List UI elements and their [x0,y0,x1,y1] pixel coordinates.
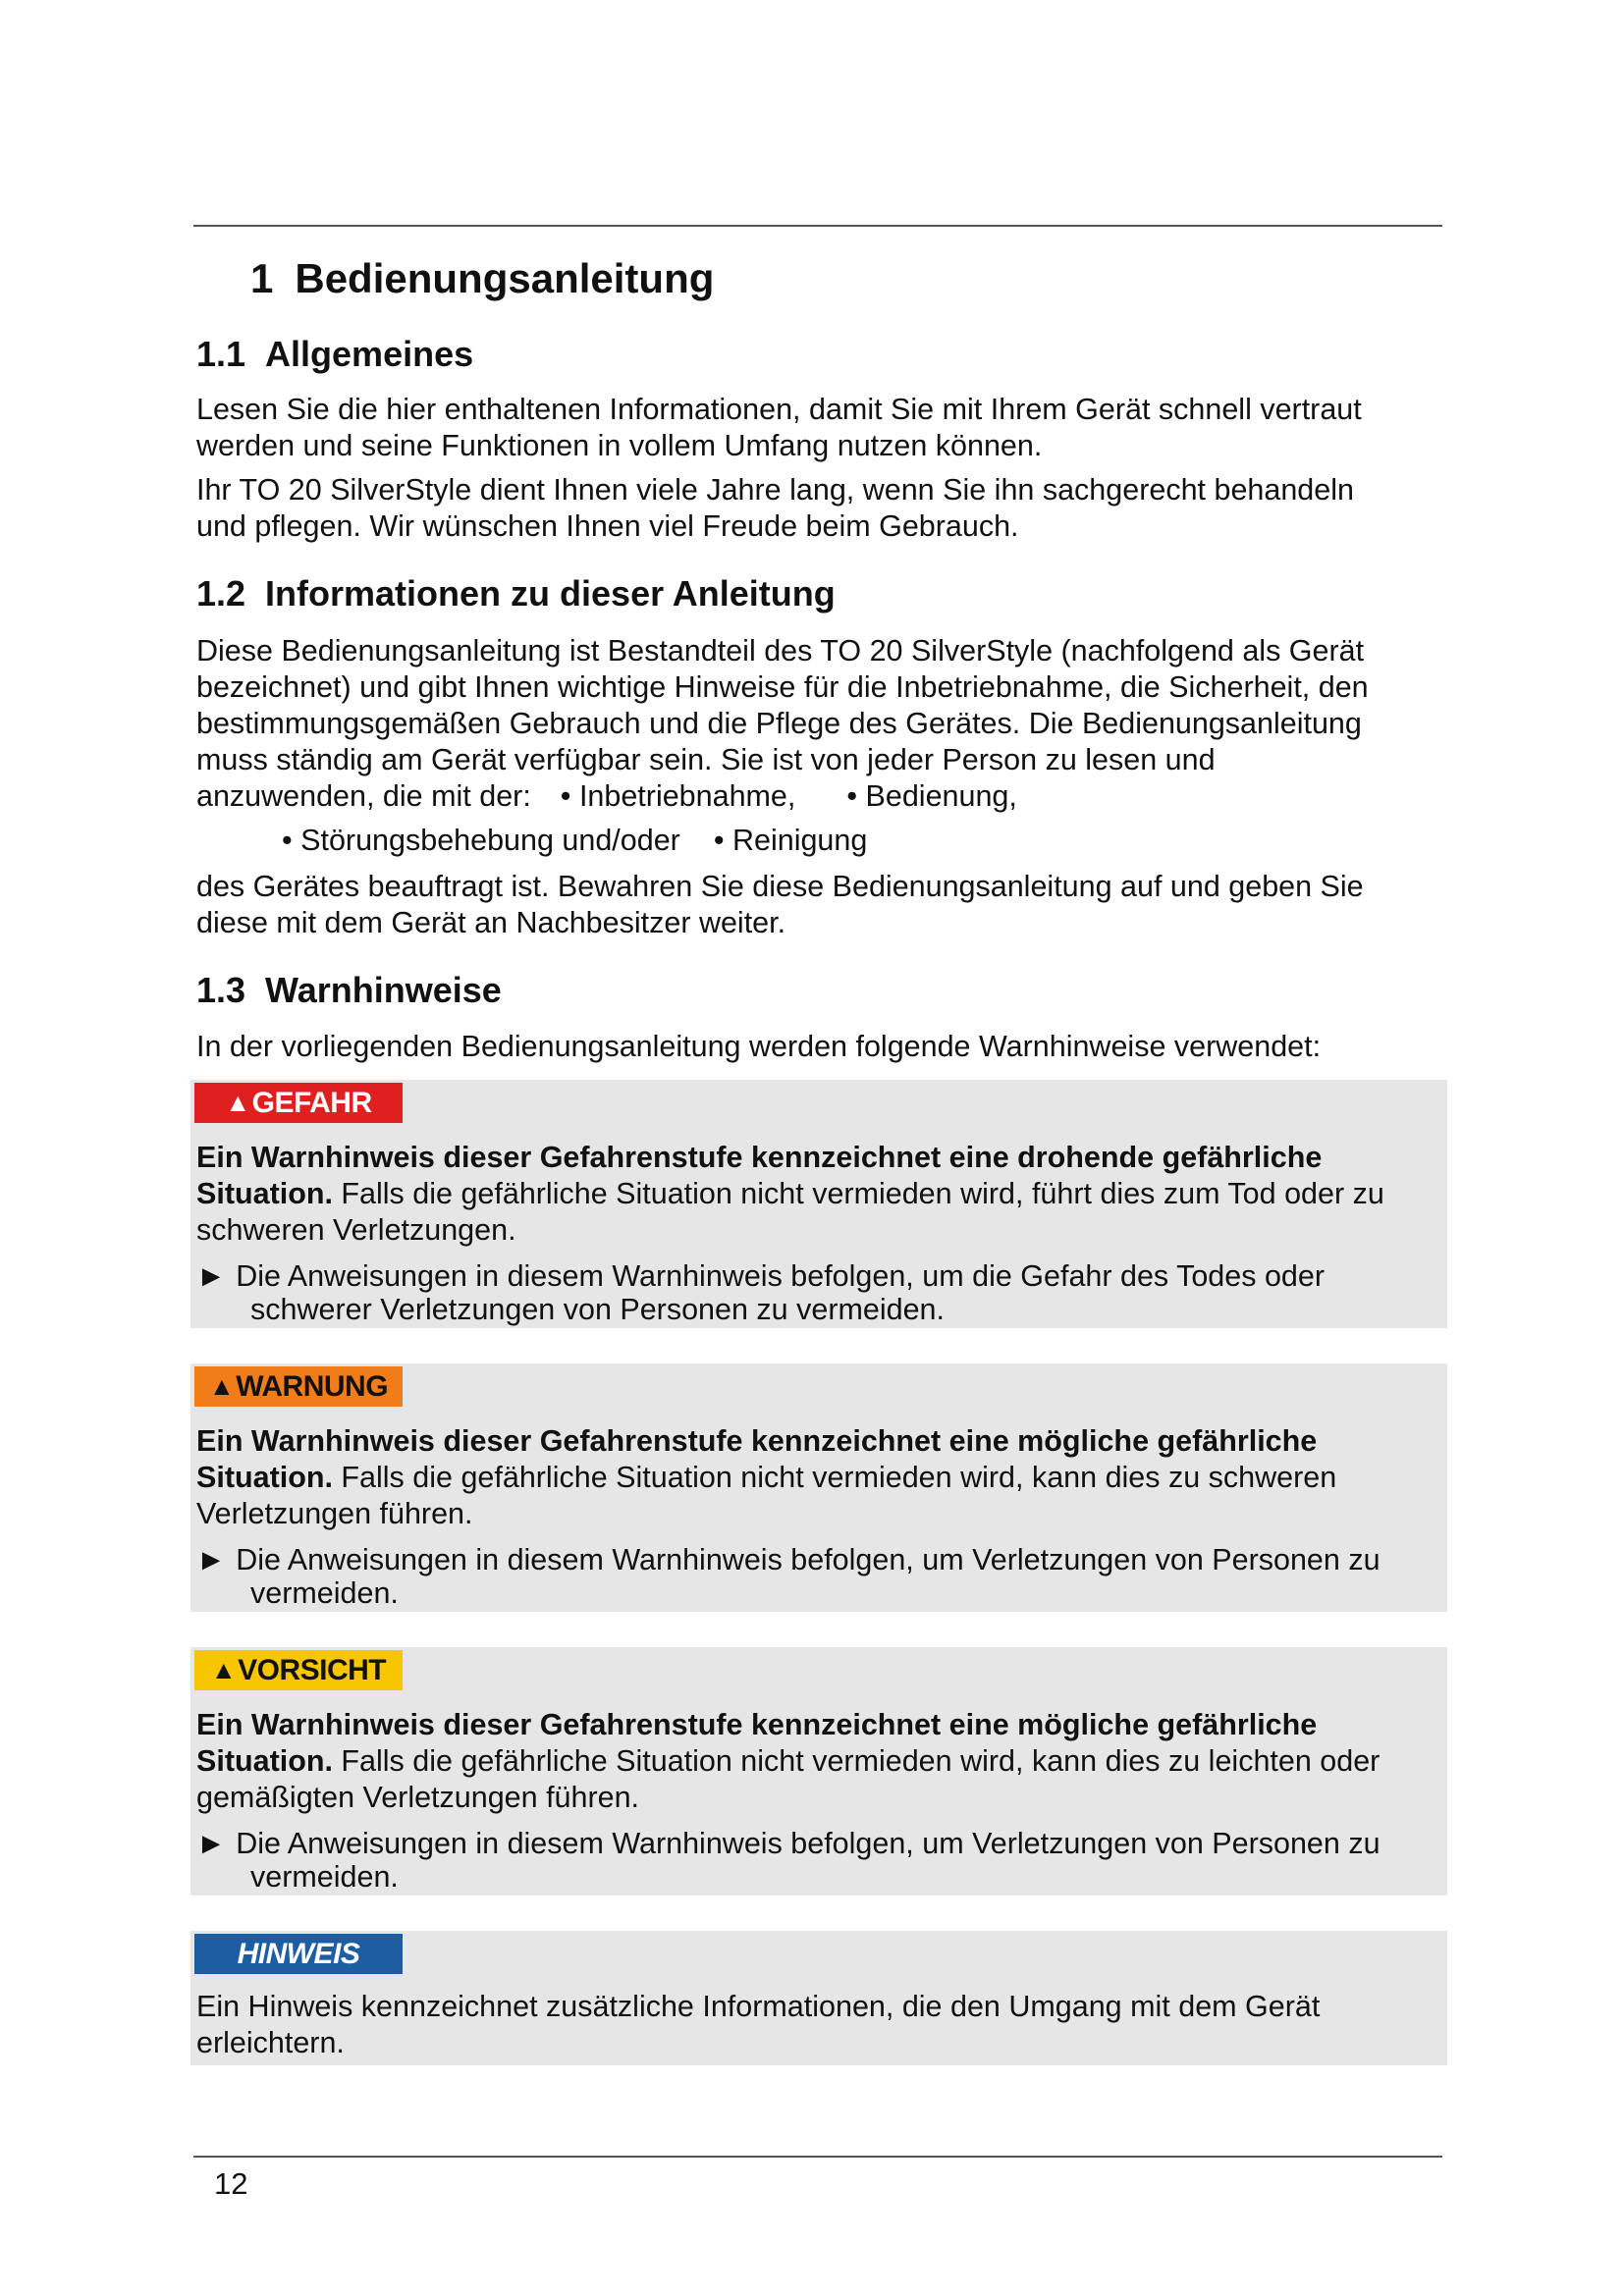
text-line: Ein Hinweis kennzeichnet zusätzliche Informationen, die den Umgang mit dem Gerät [196,1990,1321,2023]
notice-box-hinweis [190,1931,1447,2065]
warning-text [196,1140,1441,1249]
text-line: bezeichnet) und gibt Ihnen wichtige Hinweise für die Inbetriebnahme, die Sicherheit, den [196,670,1369,704]
text-line [196,1140,1441,1176]
text-line: diese mit dem Gerät an Nachbesitzer weiter. [196,906,786,939]
section-title: Warnhinweise [265,970,502,1010]
warning-box-warnung [190,1363,1447,1612]
text-line: muss ständig am Gerät verfügbar sein. Sie ist von jeder Person zu lesen und [196,743,1216,776]
chapter-title: Bedienungsanleitung [295,255,715,301]
bold-text: Situation. [196,1744,333,1778]
text-line [196,1707,1441,1743]
text-line: erleichtern. [196,2026,345,2059]
text-segment: Die Anweisungen in diesem Warnhinweis befolgen, um die Gefahr des Todes oder [236,1259,1325,1293]
warning-text [196,1707,1441,1816]
badge-label: VORSICHT [238,1653,387,1686]
warning-action [196,1259,1441,1326]
bullet-reinigung: • Reinigung [713,824,868,857]
warning-box-vorsicht [190,1647,1447,1896]
text-line [196,1543,1441,1576]
section-title: Allgemeines [265,334,474,374]
warning-action [196,1543,1441,1610]
footer-rule [193,2156,1442,2158]
section-number: 1.2 [196,573,246,614]
paragraph-warnhinweise-intro [196,1029,1441,1065]
page-number: 12 [214,2166,248,2201]
arrow-right-icon: ► [196,1827,227,1860]
paragraph-intro [196,392,1441,464]
arrow-right-icon: ► [196,1543,227,1576]
text-line [196,1743,1441,1780]
badge-label: WARNUNG [236,1369,389,1403]
text-line: schwerer Verletzungen von Personen zu vermeiden. [250,1293,945,1326]
header-rule [193,225,1442,227]
text-line [196,1176,1441,1212]
badge-vorsicht [194,1650,403,1690]
text-line: vermeiden. [250,1576,399,1610]
bullet-inbetriebnahme: • Inbetriebnahme, [560,779,796,813]
warning-action [196,1827,1441,1894]
text-line [196,1423,1441,1460]
notice-text [196,1989,1441,2061]
badge-hinweis [194,1934,403,1974]
text-segment: Die Anweisungen in diesem Warnhinweis befolgen, um Verletzungen von Personen zu [236,1543,1380,1576]
section-heading-informationen [196,572,836,615]
bold-text: Ein Warnhinweis dieser Gefahrenstufe kennzeichnet eine mögliche gefährliche [196,1424,1318,1458]
paragraph-beauftragt [196,869,1441,941]
text-segment: anzuwenden, die mit der: [196,779,531,813]
text-segment: Falls die gefährliche Situation nicht vermieden wird, kann dies zu leichten oder [332,1744,1380,1778]
text-segment: Die Anweisungen in diesem Warnhinweis befolgen, um Verletzungen von Personen zu [236,1827,1380,1860]
warning-box-gefahr [190,1080,1447,1328]
text-line: gemäßigten Verletzungen führen. [196,1781,640,1814]
bold-text: Ein Warnhinweis dieser Gefahrenstufe kennzeichnet eine mögliche gefährliche [196,1708,1318,1741]
section-heading-warnhinweise [196,969,502,1012]
bullet-row [282,823,867,859]
text-line [196,1460,1441,1496]
text-line: werden und seine Funktionen in vollem Umfang nutzen können. [196,429,1043,462]
text-line: und pflegen. Wir wünschen Ihnen viel Freude beim Gebrauch. [196,509,1019,543]
text-line [196,778,1441,815]
chapter-heading [250,253,714,304]
warning-text [196,1423,1441,1532]
text-line: Verletzungen führen. [196,1497,473,1530]
text-line: vermeiden. [250,1860,399,1894]
text-line: Diese Bedienungsanleitung ist Bestandteil des TO 20 SilverStyle (nachfolgend als Gerät [196,634,1365,667]
text-segment: Falls die gefährliche Situation nicht vermieden wird, kann dies zu schweren [332,1461,1337,1494]
section-number: 1.3 [196,970,246,1010]
text-line: Lesen Sie die hier enthaltenen Informationen, damit Sie mit Ihrem Gerät schnell vertraut [196,393,1362,426]
badge-warnung [194,1366,403,1407]
bold-text: Situation. [196,1461,333,1494]
warning-triangle-icon: ▲ [210,1655,237,1684]
text-line: In der vorliegenden Bedienungsanleitung werden folgende Warnhinweise verwendet: [196,1030,1322,1063]
warning-triangle-icon: ▲ [208,1371,235,1401]
paragraph-silverstyle [196,472,1441,545]
section-title: Informationen zu dieser Anleitung [265,573,836,614]
text-line: Ihr TO 20 SilverStyle dient Ihnen viele Jahre lang, wenn Sie ihn sachgerecht behandeln [196,473,1354,507]
text-segment: Falls die gefährliche Situation nicht vermieden wird, führt dies zum Tod oder zu [332,1177,1384,1210]
badge-label: HINWEIS [237,1937,360,1970]
paragraph-anleitung [196,633,1441,815]
bullet-bedienung: • Bedienung, [846,779,1017,813]
chapter-number: 1 [250,255,274,301]
badge-label: GEFAHR [251,1086,372,1119]
section-heading-allgemeines [196,333,473,376]
section-number: 1.1 [196,334,246,374]
bold-text: Ein Warnhinweis dieser Gefahrenstufe kennzeichnet eine drohende gefährliche [196,1141,1323,1174]
text-line: des Gerätes beauftragt ist. Bewahren Sie diese Bedienungsanleitung auf und geben Sie [196,870,1364,903]
bullet-stoerungsbehebung: • Störungsbehebung und/oder [282,824,680,857]
text-line: bestimmungsgemäßen Gebrauch und die Pflege des Gerätes. Die Bedienungsanleitung [196,707,1362,740]
text-line [196,1827,1441,1860]
text-line: schweren Verletzungen. [196,1213,516,1247]
bold-text: Situation. [196,1177,333,1210]
arrow-right-icon: ► [196,1259,227,1293]
badge-gefahr [194,1083,403,1123]
text-line [196,1259,1441,1293]
warning-triangle-icon: ▲ [225,1088,250,1117]
